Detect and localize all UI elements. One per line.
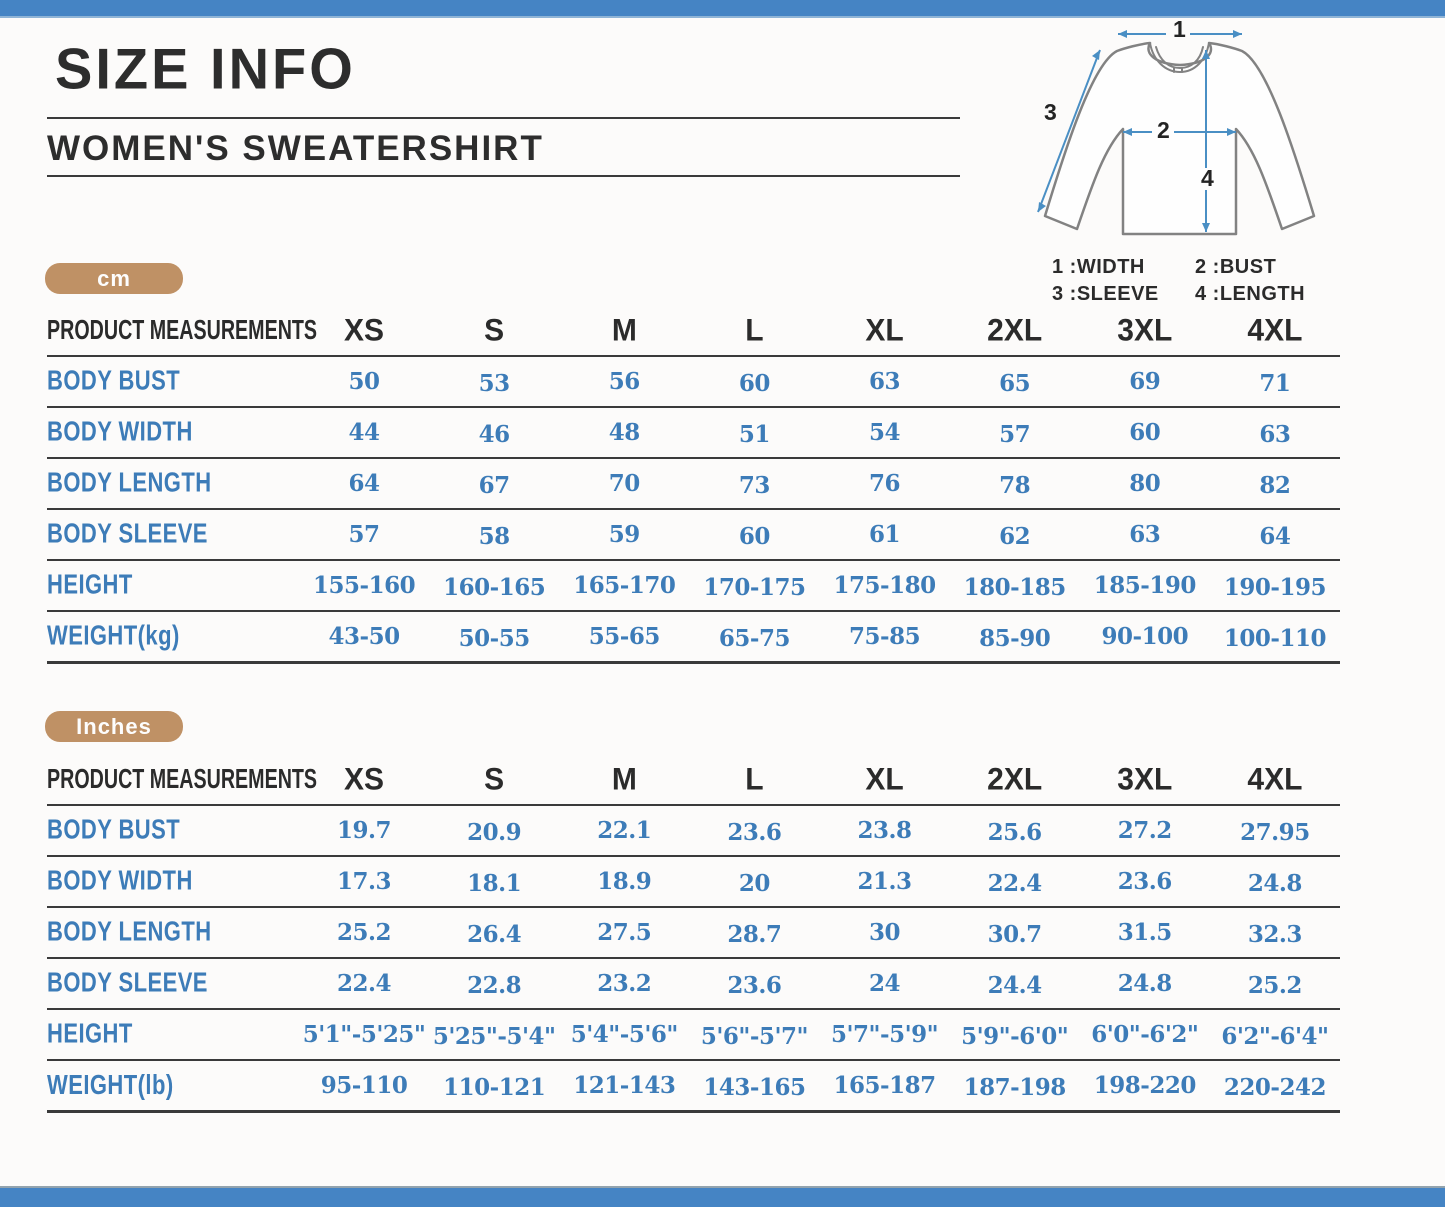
measurement-label: WEIGHT(kg) [47, 611, 299, 662]
size-value-cell: 54 [820, 407, 950, 458]
table-row [47, 356, 1340, 407]
size-value-cell: 27.5 [559, 907, 689, 958]
size-value-cell: 155-160 [299, 560, 429, 611]
size-value-cell: 50-55 [429, 613, 559, 664]
size-value-cell: 22.8 [429, 960, 559, 1011]
product-measurements-header: PRODUCT MEASUREMENTS [47, 755, 299, 805]
size-value-cell: 121-143 [559, 1060, 689, 1111]
size-value-cell: 30 [820, 907, 950, 958]
size-value-cell: 24.8 [1080, 958, 1210, 1009]
size-value-cell: 23.6 [689, 960, 819, 1011]
size-value-cell: 43-50 [299, 611, 429, 662]
size-column-header: M [559, 754, 689, 807]
size-value-cell: 23.6 [1080, 856, 1210, 907]
size-value-cell: 46 [429, 409, 559, 460]
size-value-cell: 76 [820, 458, 950, 509]
size-value-cell: 5'9"-6'0" [950, 1011, 1080, 1062]
size-value-cell: 27.2 [1080, 805, 1210, 856]
size-column-header: S [429, 305, 559, 358]
size-value-cell: 24.4 [950, 960, 1080, 1011]
size-value-cell: 48 [559, 407, 689, 458]
size-value-cell: 220-242 [1210, 1062, 1340, 1113]
size-value-cell: 190-195 [1210, 562, 1340, 613]
size-value-cell: 51 [689, 409, 819, 460]
size-value-cell: 20.9 [429, 807, 559, 858]
size-value-cell: 71 [1210, 358, 1340, 409]
size-value-cell: 28.7 [689, 909, 819, 960]
legend-item-length: 4 :LENGTH [1195, 283, 1306, 305]
size-value-cell: 185-190 [1080, 560, 1210, 611]
size-column-header: 2XL [950, 305, 1080, 358]
measurement-label: HEIGHT [47, 560, 299, 611]
sweatshirt-outline-drawing [1030, 20, 1430, 252]
divider-line [47, 117, 960, 119]
table-row [47, 1060, 1340, 1111]
size-header-row [47, 755, 1340, 805]
size-column-header: XS [299, 305, 429, 358]
size-value-cell: 69 [1080, 356, 1210, 407]
size-value-cell: 60 [1080, 407, 1210, 458]
size-value-cell: 5'6"-5'7" [689, 1011, 819, 1062]
size-value-cell: 60 [689, 358, 819, 409]
table-row [47, 407, 1340, 458]
measurement-label: BODY SLEEVE [47, 958, 299, 1009]
size-value-cell: 24.8 [1210, 858, 1340, 909]
product-subtitle: WOMEN'S SWEATERSHIRT [47, 129, 544, 168]
table-row [47, 958, 1340, 1009]
size-value-cell: 20 [689, 858, 819, 909]
divider-line [47, 175, 960, 177]
size-value-cell: 165-187 [820, 1060, 950, 1111]
size-value-cell: 160-165 [429, 562, 559, 613]
size-value-cell: 180-185 [950, 562, 1080, 613]
sweatshirt-measurement-diagram [1030, 20, 1430, 306]
table-row [47, 1009, 1340, 1060]
size-value-cell: 143-165 [689, 1062, 819, 1113]
size-value-cell: 198-220 [1080, 1060, 1210, 1111]
size-value-cell: 50 [299, 356, 429, 407]
size-value-cell: 100-110 [1210, 613, 1340, 664]
size-header-row [47, 306, 1340, 356]
product-measurements-header: PRODUCT MEASUREMENTS [47, 306, 299, 356]
size-value-cell: 110-121 [429, 1062, 559, 1113]
measurement-label: BODY WIDTH [47, 407, 299, 458]
inches-unit-badge: Inches [45, 711, 183, 742]
size-value-cell: 78 [950, 460, 1080, 511]
size-value-cell: 23.8 [820, 805, 950, 856]
size-value-cell: 25.2 [299, 907, 429, 958]
top-accent-bar [0, 0, 1445, 18]
size-value-cell: 53 [429, 358, 559, 409]
size-value-cell: 59 [559, 509, 689, 560]
size-value-cell: 55-65 [559, 611, 689, 662]
size-column-header: L [689, 305, 819, 358]
measurement-label: BODY WIDTH [47, 856, 299, 907]
size-value-cell: 82 [1210, 460, 1340, 511]
size-column-header: 4XL [1210, 305, 1340, 358]
size-value-cell: 25.6 [950, 807, 1080, 858]
size-value-cell: 64 [299, 458, 429, 509]
size-value-cell: 63 [1210, 409, 1340, 460]
cm-size-table [47, 306, 1340, 664]
size-value-cell: 31.5 [1080, 907, 1210, 958]
size-value-cell: 18.1 [429, 858, 559, 909]
size-value-cell: 67 [429, 460, 559, 511]
table-row [47, 458, 1340, 509]
size-value-cell: 57 [299, 509, 429, 560]
size-value-cell: 60 [689, 511, 819, 562]
size-value-cell: 32.3 [1210, 909, 1340, 960]
size-value-cell: 6'0"-6'2" [1080, 1009, 1210, 1060]
table-row [47, 611, 1340, 662]
size-column-header: M [559, 305, 689, 358]
size-value-cell: 90-100 [1080, 611, 1210, 662]
inches-size-table [47, 755, 1340, 1113]
size-column-header: 4XL [1210, 754, 1340, 807]
measurement-label: BODY LENGTH [47, 907, 299, 958]
size-value-cell: 187-198 [950, 1062, 1080, 1113]
size-value-cell: 5'25"-5'4" [429, 1011, 559, 1062]
size-value-cell: 170-175 [689, 562, 819, 613]
table-row [47, 509, 1340, 560]
diagram-legend [1052, 256, 1430, 306]
size-value-cell: 23.2 [559, 958, 689, 1009]
size-value-cell: 70 [559, 458, 689, 509]
size-value-cell: 18.9 [559, 856, 689, 907]
size-value-cell: 26.4 [429, 909, 559, 960]
size-value-cell: 73 [689, 460, 819, 511]
size-column-header: XL [820, 754, 950, 807]
size-value-cell: 24 [820, 958, 950, 1009]
bust-arrow-label: 2 [1157, 117, 1170, 143]
measurement-label: HEIGHT [47, 1009, 299, 1060]
measurement-label: WEIGHT(lb) [47, 1060, 299, 1111]
size-value-cell: 65 [950, 358, 1080, 409]
size-value-cell: 5'4"-5'6" [559, 1009, 689, 1060]
measurement-label: BODY BUST [47, 805, 299, 856]
size-value-cell: 75-85 [820, 611, 950, 662]
size-value-cell: 5'7"-5'9" [820, 1009, 950, 1060]
size-column-header: 3XL [1080, 305, 1210, 358]
sleeve-arrow-label: 3 [1044, 99, 1057, 125]
size-value-cell: 22.1 [559, 805, 689, 856]
size-value-cell: 25.2 [1210, 960, 1340, 1011]
size-value-cell: 64 [1210, 511, 1340, 562]
size-value-cell: 17.3 [299, 856, 429, 907]
legend-item-bust: 2 :BUST [1195, 256, 1277, 278]
size-value-cell: 21.3 [820, 856, 950, 907]
table-row [47, 907, 1340, 958]
page-title: SIZE INFO [55, 36, 356, 101]
size-value-cell: 58 [429, 511, 559, 562]
size-column-header: S [429, 754, 559, 807]
size-value-cell: 27.95 [1210, 807, 1340, 858]
measurement-label: BODY LENGTH [47, 458, 299, 509]
size-value-cell: 61 [820, 509, 950, 560]
size-value-cell: 85-90 [950, 613, 1080, 664]
size-value-cell: 19.7 [299, 805, 429, 856]
size-value-cell: 56 [559, 356, 689, 407]
size-value-cell: 63 [820, 356, 950, 407]
size-value-cell: 95-110 [299, 1060, 429, 1111]
size-value-cell: 57 [950, 409, 1080, 460]
width-arrow-label: 1 [1173, 20, 1186, 42]
length-arrow-label: 4 [1201, 165, 1214, 191]
size-value-cell: 23.6 [689, 807, 819, 858]
size-value-cell: 22.4 [950, 858, 1080, 909]
size-column-header: XS [299, 754, 429, 807]
size-column-header: 3XL [1080, 754, 1210, 807]
measurement-label: BODY BUST [47, 356, 299, 407]
cm-unit-badge: cm [45, 263, 183, 294]
table-row [47, 560, 1340, 611]
size-value-cell: 165-170 [559, 560, 689, 611]
size-value-cell: 44 [299, 407, 429, 458]
size-value-cell: 175-180 [820, 560, 950, 611]
bottom-accent-bar [0, 1186, 1445, 1207]
table-row [47, 805, 1340, 856]
size-value-cell: 80 [1080, 458, 1210, 509]
measurement-label: BODY SLEEVE [47, 509, 299, 560]
size-value-cell: 62 [950, 511, 1080, 562]
size-column-header: L [689, 754, 819, 807]
size-value-cell: 65-75 [689, 613, 819, 664]
table-row [47, 856, 1340, 907]
size-value-cell: 22.4 [299, 958, 429, 1009]
size-value-cell: 30.7 [950, 909, 1080, 960]
size-value-cell: 6'2"-6'4" [1210, 1011, 1340, 1062]
legend-item-width: 1 :WIDTH [1052, 256, 1145, 278]
legend-item-sleeve: 3 :SLEEVE [1052, 283, 1159, 305]
size-value-cell: 5'1"-5'25" [299, 1009, 429, 1060]
size-column-header: XL [820, 305, 950, 358]
size-value-cell: 63 [1080, 509, 1210, 560]
size-column-header: 2XL [950, 754, 1080, 807]
